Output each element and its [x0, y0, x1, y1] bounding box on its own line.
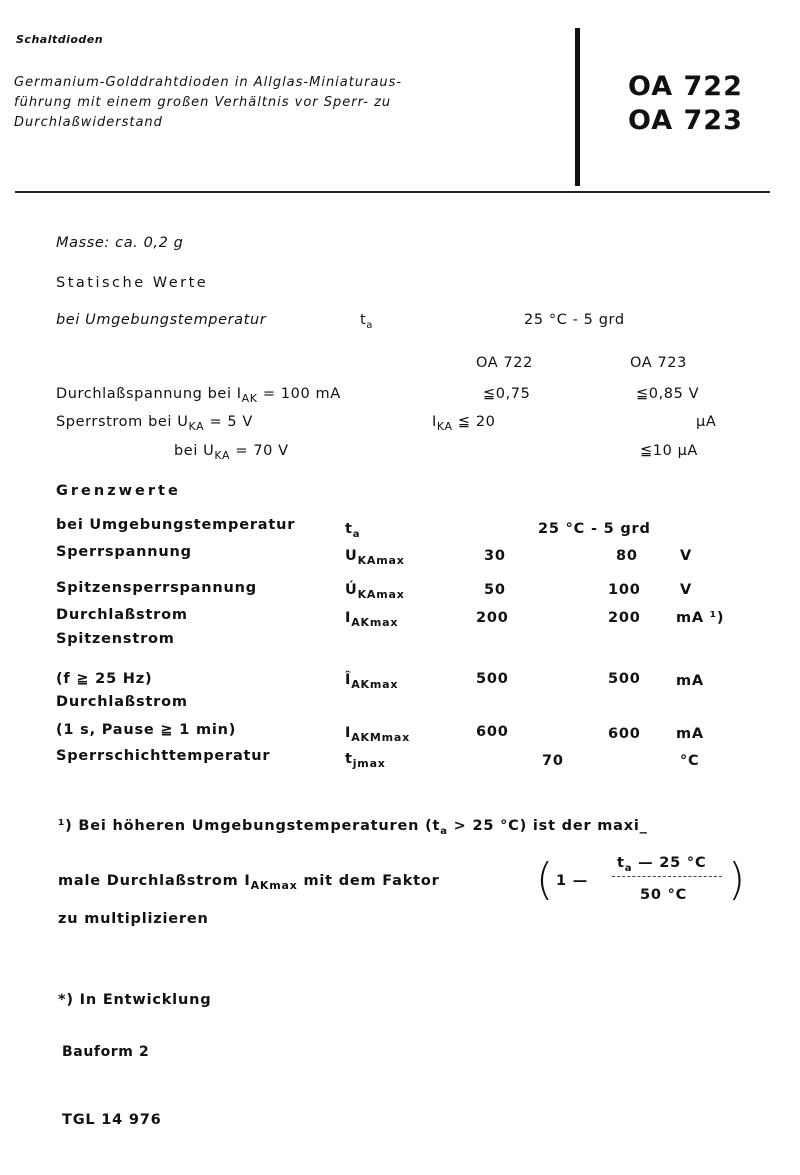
limit-label-condition: (1 s, Pause ≧ 1 min) — [56, 722, 237, 738]
limit-value-oa722: 500 — [476, 671, 509, 687]
limit-symbol: $t_{jmax}$ — [345, 751, 386, 770]
static-values-title: Statische Werte — [56, 275, 209, 291]
limit-label: Sperrspannung — [56, 544, 192, 560]
limits-ambient-symbol: $t_a$ — [345, 521, 361, 540]
limit-symbol: $U_{KAmax}$ — [345, 548, 405, 567]
footnote-line-3: zu multiplizieren — [58, 911, 209, 927]
limit-symbol: $Î_{AKmax}$ — [345, 672, 399, 691]
formula-close-paren: ) — [728, 854, 746, 905]
development-note: *) In Entwicklung — [58, 992, 212, 1008]
reverse-current-unit: µA — [696, 414, 717, 430]
footnote-line-1: ¹) Bei höheren Umgebungstemperaturen ($t_a > 25$ °C) ist der maxi_ — [58, 818, 648, 837]
header-vertical-divider — [575, 28, 580, 186]
forward-voltage-oa723: ≦0,85 V — [636, 386, 700, 402]
limit-unit: V — [680, 548, 693, 564]
reverse-current-5v-label: Sperrstrom bei $U_{KA} = 5$ V — [56, 414, 253, 433]
description-line: führung mit einem großen Verhältnis vor Sperr- zu — [14, 95, 392, 110]
limit-value-oa723: 500 — [608, 671, 641, 687]
formula-numerator: $t_a$ — 25 °C — [617, 855, 707, 874]
footnote-line-2: male Durchlaßstrom $I_{AKmax}$ mit dem Faktor — [58, 873, 440, 892]
limit-symbol: $I_{AKMmax}$ — [345, 725, 410, 744]
reverse-current-symbol: $I_{KA}$ ≦ 20 — [432, 414, 496, 433]
limit-unit: mA — [676, 726, 704, 742]
formula-one-minus: 1 — — [556, 873, 589, 889]
type-oa722: OA 722 — [628, 71, 743, 102]
description-line: Durchlaßwiderstand — [14, 115, 163, 130]
limit-label: Durchlaßstrom — [56, 607, 188, 623]
header-divider — [15, 191, 770, 193]
formula-denominator: 50 °C — [640, 887, 688, 903]
bauform-label: Bauform 2 — [62, 1044, 150, 1060]
limits-ambient-value: 25 °C - 5 grd — [538, 521, 651, 537]
limit-unit: mA — [676, 673, 704, 689]
limit-value-oa723: 100 — [608, 582, 641, 598]
limit-label: Spitzenstrom — [56, 631, 175, 647]
limit-value-oa723: 200 — [608, 610, 641, 626]
limit-value-common: 70 — [542, 753, 564, 769]
limit-label: Durchlaßstrom — [56, 694, 188, 710]
forward-voltage-oa722: ≦0,75 — [483, 386, 531, 402]
limit-value-oa723: 80 — [616, 548, 638, 564]
category-title: Schaltdioden — [16, 33, 104, 46]
reverse-current-70v-label: bei $U_{KA} = 70$ V — [174, 443, 289, 462]
static-ambient-label: bei Umgebungstemperatur — [56, 312, 267, 328]
limit-unit: mA ¹) — [676, 610, 725, 626]
limit-unit: °C — [680, 753, 700, 769]
limit-label-condition: (f ≧ 25 Hz) — [56, 671, 153, 687]
limits-title: Grenzwerte — [56, 483, 181, 499]
formula-fraction-bar — [612, 876, 722, 878]
limit-value-oa722: 50 — [484, 582, 506, 598]
limit-symbol: $I_{AKmax}$ — [345, 610, 399, 629]
limit-value-oa722: 200 — [476, 610, 509, 626]
limit-unit: V — [680, 582, 693, 598]
limit-label: Sperrschichttemperatur — [56, 748, 271, 764]
description-line: Germanium-Golddrahtdioden in Allglas-Miniaturaus- — [14, 75, 403, 90]
col-header-oa722: OA 722 — [476, 355, 533, 371]
mass-text: Masse: ca. 0,2 g — [56, 235, 184, 251]
limits-ambient-label: bei Umgebungstemperatur — [56, 517, 296, 533]
formula-open-paren: ( — [536, 854, 554, 905]
limit-value-oa722: 30 — [484, 548, 506, 564]
static-ambient-value: 25 °C - 5 grd — [524, 312, 625, 328]
static-ambient-symbol: $t_a$ — [360, 312, 374, 331]
forward-voltage-label: Durchlaßspannung bei $I_{AK} = 100$ mA — [56, 386, 341, 405]
limit-value-oa723: 600 — [608, 726, 641, 742]
limit-value-oa722: 600 — [476, 724, 509, 740]
col-header-oa723: OA 723 — [630, 355, 687, 371]
type-oa723: OA 723 — [628, 105, 743, 136]
type-designations — [628, 70, 743, 138]
reverse-current-70v-oa723: ≦10 µA — [640, 443, 698, 459]
header-description — [14, 73, 402, 133]
limit-symbol: $Ú_{KAmax}$ — [345, 582, 405, 601]
standard-number: TGL 14 976 — [62, 1112, 162, 1128]
limit-label: Spitzensperrspannung — [56, 580, 257, 596]
